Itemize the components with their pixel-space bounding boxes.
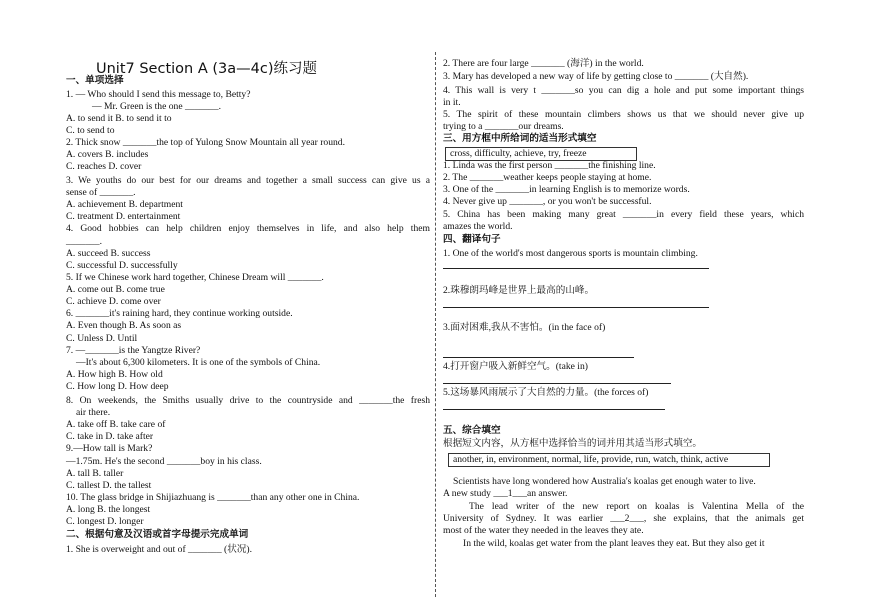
question-line: 3. Mary has developed a new way of life by getting close to _______ (大自然).: [443, 71, 749, 82]
passage-line: Scientists have long wondered how Australia's koalas get enough water to live.: [453, 476, 756, 487]
question-line: 4. This wall is very t _______so you can dig a hole and put some important things: [443, 85, 804, 96]
option-line: C. successful D. successfully: [66, 260, 178, 271]
question-line: 2. Thick snow _______the top of Yulong Snow Mountain all year round.: [66, 137, 345, 148]
passage-line: University of Sydney. It was earlier ___2___, she explains, that the animals get: [443, 513, 804, 524]
page-title: Unit7 Section A (3a—4c)练习题: [96, 61, 317, 77]
question-line: — Mr. Green is the one _______.: [92, 101, 221, 112]
question-line: 3. We youths do our best for our dreams and together a small success can give us a: [66, 175, 430, 186]
question-line: 2. The _______weather keeps people staying at home.: [443, 172, 652, 183]
section3-heading: 三、用方框中所给词的适当形式填空: [443, 133, 597, 144]
option-line: A. achievement B. department: [66, 199, 183, 210]
answer-line: [443, 268, 709, 269]
question-line: amazes the world.: [443, 221, 513, 232]
question-line: 5. If we Chinese work hard together, Chinese Dream will _______.: [66, 272, 324, 283]
section4-heading: 四、翻译句子: [443, 234, 501, 245]
passage-line: In the wild, koalas get water from the plant leaves they eat. But they also get it: [463, 538, 765, 549]
question-line: 1. Linda was the first person _______the finishing line.: [443, 160, 656, 171]
passage-line: most of the water they needed in the leaves they ate.: [443, 525, 644, 536]
translation-item: 4.打开窗户吸入新鲜空气。(take in): [443, 361, 588, 372]
section5-heading: 五、综合填空: [443, 425, 501, 436]
question-line: sense of _______.: [66, 187, 136, 198]
answer-line: [443, 357, 634, 358]
option-line: C. take in D. take after: [66, 431, 154, 442]
option-line: A. Even though B. As soon as: [66, 320, 182, 331]
answer-line: [443, 383, 671, 384]
translation-item: 2.珠穆朗玛峰是世界上最高的山峰。: [443, 285, 595, 296]
question-line: _______.: [66, 236, 102, 247]
option-line: C. longest D. longer: [66, 516, 144, 527]
question-line: 4. Never give up _______, or you won't be successful.: [443, 196, 652, 207]
option-line: A. take off B. take care of: [66, 419, 166, 430]
question-line: in it.: [443, 97, 461, 108]
translation-item: 5.这场暴风雨展示了大自然的力量。(the forces of): [443, 387, 649, 398]
question-line: —It's about 6,300 kilometers. It is one of the symbols of China.: [76, 357, 321, 368]
option-line: C. How long D. How deep: [66, 381, 169, 392]
option-line: A. covers B. includes: [66, 149, 149, 160]
option-line: A. to send it B. to send it to: [66, 113, 172, 124]
question-line: 7. —_______is the Yangtze River?: [66, 345, 201, 356]
question-line: air there.: [76, 407, 111, 418]
question-line: 5. The spirit of these mountain climbers shows us that we should never give up: [443, 109, 804, 120]
question-line: trying to a _______our dreams.: [443, 121, 564, 132]
option-line: C. achieve D. come over: [66, 296, 161, 307]
option-line: C. reaches D. cover: [66, 161, 142, 172]
column-divider: [435, 52, 436, 597]
instruction: 根据短文内容，从方框中选择恰当的词并用其适当形式填空。: [443, 438, 703, 449]
option-line: C. to send to: [66, 125, 115, 136]
word-box: another, in, environment, normal, life, provide, run, watch, think, active: [448, 453, 770, 467]
translation-item: 1. One of the world's most dangerous sports is mountain climbing.: [443, 248, 698, 259]
option-line: A. How high B. How old: [66, 369, 163, 380]
section2-heading: 二、根据句意及汉语或首字母提示完成单词: [66, 529, 249, 540]
passage-line: A new study ___1___an answer.: [443, 488, 568, 499]
section1-heading: 一、单项选择: [66, 75, 124, 86]
answer-line: [443, 409, 665, 410]
option-line: C. Unless D. Until: [66, 333, 138, 344]
option-line: C. treatment D. entertainment: [66, 211, 181, 222]
option-line: A. succeed B. success: [66, 248, 151, 259]
option-line: C. tallest D. the tallest: [66, 480, 152, 491]
passage-line: The lead writer of the new report on koalas is Valentina Mella of the: [469, 501, 804, 512]
question-line: 9.—How tall is Mark?: [66, 443, 153, 454]
translation-item: 3.面对困难,我从不害怕。(in the face of): [443, 322, 606, 333]
option-line: A. long B. the longest: [66, 504, 151, 515]
question-line: 5. China has been making many great _______in every field these years, which: [443, 209, 804, 220]
question-line: —1.75m. He's the second _______boy in his class.: [66, 456, 262, 467]
question-line: 1. — Who should I send this message to, Betty?: [66, 89, 251, 100]
question-line: 6. _______it's raining hard, they continue working outside.: [66, 308, 293, 319]
question-line: 1. She is overweight and out of _______ (状况).: [66, 544, 252, 555]
word-box: cross, difficulty, achieve, try, freeze: [445, 147, 637, 161]
answer-line: [443, 307, 709, 308]
question-line: 8. On weekends, the Smiths usually drive to the countryside and _______the fresh: [66, 395, 430, 406]
option-line: A. tall B. taller: [66, 468, 124, 479]
question-line: 4. Good hobbies can help children enjoy themselves in life, and also help them: [66, 223, 430, 234]
question-line: 2. There are four large _______ (海洋) in the world.: [443, 58, 644, 69]
question-line: 10. The glass bridge in Shijiazhuang is _______than any other one in China.: [66, 492, 360, 503]
question-line: 3. One of the _______in learning English is to memorize words.: [443, 184, 690, 195]
option-line: A. come out B. come true: [66, 284, 165, 295]
